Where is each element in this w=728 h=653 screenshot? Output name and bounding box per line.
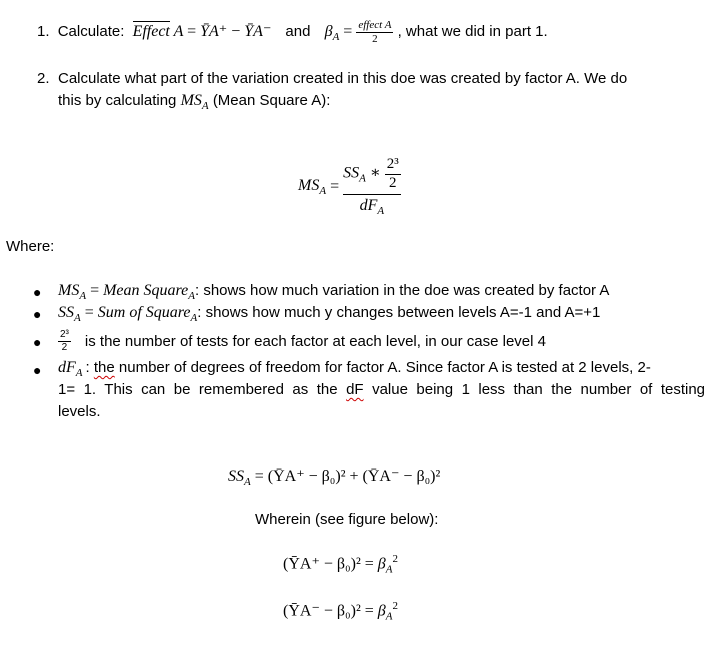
b1-ms-text: MS <box>58 282 80 299</box>
eq-minus-sup: 2 <box>392 600 398 612</box>
b2-text: : shows how much y changes between levels A=-1 and A=+1 <box>197 304 601 321</box>
ss-rhs: = (ȲA⁺ − β₀)² + (ȲA⁻ − β₀)² <box>254 468 441 485</box>
ss-lhs: SS <box>228 468 244 485</box>
inner-numerator: 2³ <box>385 156 401 174</box>
ss-lhs-sub: A <box>244 476 251 489</box>
b2-ss-sub: A <box>74 312 81 325</box>
b3-den: 2 <box>61 341 68 353</box>
list-item-2-line2 <box>58 92 330 112</box>
inner-fraction <box>385 156 401 192</box>
beta-a-plus-equation <box>283 553 398 576</box>
ms-sub: A <box>201 100 209 113</box>
line2-suffix: (Mean Square A): <box>212 92 331 109</box>
list-item-2-line1: Calculate what part of the variation created in this doe was created by factor A. We do <box>58 70 628 87</box>
effect-over-two-fraction <box>356 19 393 45</box>
b4-colon: : <box>85 359 90 376</box>
bullet-2 <box>58 304 600 324</box>
item-number: 1. <box>37 23 50 40</box>
wherein-prefix: Wherein (see <box>255 511 345 528</box>
ms-a-inline <box>180 92 209 113</box>
bullet-icon: ● <box>33 306 42 322</box>
fraction-numerator: effect A <box>358 18 392 31</box>
ss-text: SS <box>343 164 360 182</box>
b2-ss-text: SS <box>58 304 74 321</box>
times-sign: ∗ <box>369 164 381 182</box>
effect-sub: A <box>173 23 184 40</box>
beta-a-minus-equation <box>283 600 398 623</box>
bullet-icon: ● <box>33 362 42 378</box>
beta-sub: A <box>332 31 340 44</box>
and-word: and <box>285 23 311 40</box>
b3-text: is the number of tests for each factor at each level, in our case level 4 <box>84 332 546 350</box>
ms-text: MS <box>180 92 202 109</box>
b2-ss <box>58 304 198 325</box>
b2-name-sub: A <box>190 312 198 325</box>
eq-minus-lhs: (ȲA⁻ − β₀)² = <box>283 602 374 620</box>
equals-sign: = <box>187 23 197 40</box>
bullet-icon: ● <box>33 284 42 300</box>
b1-ms <box>58 282 195 303</box>
calculate-label: Calculate: <box>57 23 125 40</box>
b4-line2-df: dF <box>346 381 364 398</box>
b1-name-sub: A <box>188 290 195 303</box>
b4-the: the <box>93 359 115 376</box>
lhs-text: MS <box>298 176 320 194</box>
b1-text: : shows how much variation in the doe was created by factor A <box>195 282 610 299</box>
ybar-a-plus: ȲA⁺ <box>200 23 228 40</box>
main-fraction <box>343 156 401 217</box>
beta-a-term <box>324 23 357 44</box>
eq-plus-beta-sub: A <box>385 563 393 576</box>
wherein-figure: figure <box>348 511 386 528</box>
b4-df-sub: A <box>75 367 83 380</box>
fraction-denominator: 2 <box>372 32 378 45</box>
b2-name: Sum of Square <box>97 304 191 321</box>
b4-line2b: value being 1 less than the number of testing <box>372 381 706 398</box>
main-formula <box>298 152 401 222</box>
b1-name: Mean Square <box>103 282 189 299</box>
b4-line1: number of degrees of freedom for factor A. Since factor A is tested at 2 levels, 2- <box>118 359 651 376</box>
eq-minus-beta: β <box>377 602 386 620</box>
bullet-3 <box>58 324 546 358</box>
b4-df-text: dF <box>58 359 76 376</box>
list-item-1 <box>37 14 548 50</box>
eq-plus-sup: 2 <box>392 553 398 565</box>
b2-eq: = <box>84 304 94 321</box>
df-text: dF <box>359 196 378 214</box>
beta-symbol: β <box>324 23 333 40</box>
bullet-icon: ● <box>33 334 42 350</box>
eq-plus-lhs: (ȲA⁺ − β₀)² = <box>283 555 374 573</box>
lhs-sub: A <box>319 185 327 198</box>
line2-prefix: this by calculating <box>58 92 177 109</box>
b1-eq: = <box>90 282 100 299</box>
eq-minus-beta-sub: A <box>385 610 393 623</box>
ybar-a-minus: ȲA⁻ <box>244 23 272 40</box>
where-label: Where: <box>6 238 55 255</box>
inner-denominator: 2 <box>388 174 397 191</box>
bullet-4-line2 <box>58 381 705 398</box>
bullet-4-line1 <box>58 359 651 379</box>
df-sub: A <box>377 205 385 218</box>
b3-fraction <box>58 329 71 353</box>
ss-sub: A <box>359 172 366 185</box>
effect-a-term <box>133 23 276 40</box>
b4-df <box>58 359 83 380</box>
bullet-1 <box>58 282 609 302</box>
b1-ms-sub: A <box>79 290 87 303</box>
eq-plus-beta: β <box>377 555 386 573</box>
b4-line2a: 1= 1. This can be remembered as the <box>58 381 338 398</box>
bullet-4-line3: levels. <box>58 403 101 420</box>
wherein-line <box>255 511 438 528</box>
ss-formula <box>228 466 440 488</box>
main-denominator <box>343 195 401 218</box>
b3-num: 2³ <box>60 329 69 340</box>
item1-trailing-text: , what we did in part 1. <box>397 23 548 40</box>
formula-lhs <box>298 177 326 197</box>
equals-sign-2: = <box>343 23 353 40</box>
main-numerator <box>343 156 401 195</box>
minus-sign: − <box>231 23 241 40</box>
wherein-suffix: below): <box>390 511 439 528</box>
formula-equals: = <box>330 178 340 195</box>
effect-word: Effect <box>132 23 170 40</box>
list-item-2-number: 2. <box>37 70 50 87</box>
